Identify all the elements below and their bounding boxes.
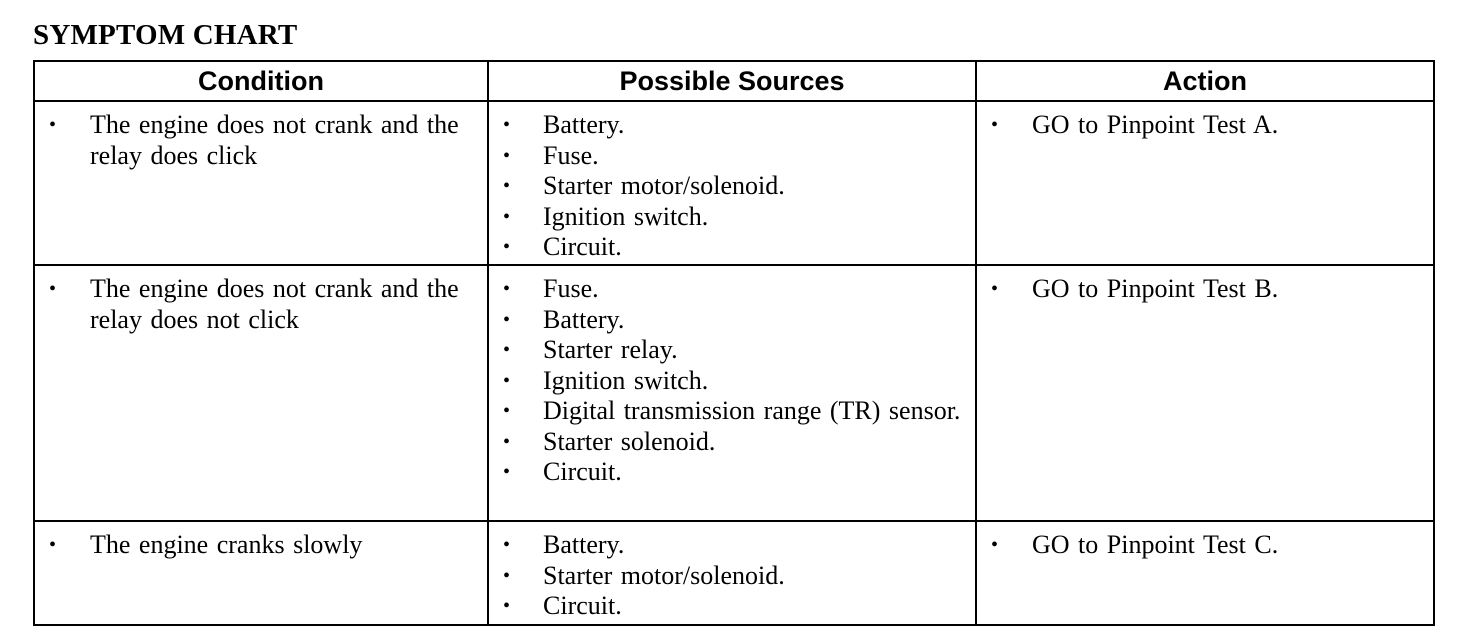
source-text: Starter motor/solenoid. bbox=[543, 171, 785, 200]
table-row bbox=[34, 265, 1434, 521]
bullet-icon: • bbox=[49, 278, 57, 300]
list-item bbox=[489, 561, 975, 592]
action-text: GO to Pinpoint Test C. bbox=[1032, 530, 1279, 559]
action-column-header: Action bbox=[976, 61, 1434, 101]
bullet-icon: • bbox=[49, 114, 57, 136]
source-text: Digital transmission range (TR) sensor. bbox=[543, 396, 961, 425]
list-item bbox=[977, 530, 1433, 561]
list-item bbox=[977, 110, 1433, 141]
bullet-icon: • bbox=[503, 205, 511, 228]
action-list bbox=[977, 530, 1433, 561]
source-text: Circuit. bbox=[543, 591, 622, 620]
action-cell bbox=[976, 101, 1434, 265]
condition-list bbox=[35, 274, 487, 335]
list-item bbox=[489, 274, 975, 305]
source-text: Battery. bbox=[543, 304, 625, 334]
condition-cell bbox=[34, 521, 488, 625]
table-row bbox=[34, 521, 1434, 625]
sources-list bbox=[489, 530, 975, 622]
sources-cell bbox=[488, 101, 976, 265]
list-item bbox=[489, 335, 975, 366]
condition-column-header: Condition bbox=[34, 61, 488, 101]
list-item bbox=[35, 274, 487, 335]
source-text: Ignition switch. bbox=[543, 365, 709, 395]
source-text: Circuit. bbox=[543, 457, 622, 486]
action-cell bbox=[976, 265, 1434, 521]
action-cell bbox=[976, 521, 1434, 625]
action-list bbox=[977, 110, 1433, 141]
table-header-row bbox=[34, 61, 1434, 101]
sources-cell bbox=[488, 265, 976, 521]
list-item bbox=[489, 591, 975, 622]
symptom-chart-table bbox=[33, 60, 1435, 626]
bullet-icon: • bbox=[991, 534, 999, 556]
list-item bbox=[489, 232, 975, 263]
action-text: GO to Pinpoint Test A. bbox=[1032, 110, 1279, 139]
bullet-icon: • bbox=[503, 595, 511, 617]
bullet-icon: • bbox=[503, 369, 511, 392]
list-item bbox=[35, 110, 487, 171]
page-title: SYMPTOM CHART bbox=[33, 19, 298, 51]
list-item bbox=[489, 457, 975, 488]
bullet-icon: • bbox=[503, 114, 511, 136]
sources-column-header: Possible Sources bbox=[488, 61, 976, 101]
bullet-icon: • bbox=[503, 308, 511, 331]
list-item bbox=[489, 530, 975, 561]
condition-text: The engine does not crank and the relay does not click bbox=[90, 274, 459, 334]
condition-cell bbox=[34, 265, 488, 521]
condition-text: The engine does not crank and the relay does click bbox=[90, 110, 459, 170]
list-item bbox=[489, 110, 975, 141]
source-text: Circuit. bbox=[543, 232, 622, 261]
source-text: Fuse. bbox=[543, 140, 599, 170]
bullet-icon: • bbox=[991, 114, 999, 136]
bullet-icon: • bbox=[503, 339, 511, 361]
condition-list bbox=[35, 530, 487, 561]
source-text: Starter motor/solenoid. bbox=[543, 560, 785, 590]
source-text: Fuse. bbox=[543, 274, 599, 303]
list-item bbox=[489, 202, 975, 233]
list-item bbox=[489, 427, 975, 458]
list-item bbox=[489, 396, 975, 427]
list-item bbox=[35, 530, 487, 561]
bullet-icon: • bbox=[503, 564, 511, 587]
bullet-icon: • bbox=[503, 461, 511, 483]
bullet-icon: • bbox=[503, 175, 511, 197]
bullet-icon: • bbox=[503, 430, 511, 453]
condition-cell bbox=[34, 101, 488, 265]
bullet-icon: • bbox=[991, 278, 999, 300]
table-row bbox=[34, 101, 1434, 265]
list-item bbox=[489, 171, 975, 202]
sources-cell bbox=[488, 521, 976, 625]
list-item bbox=[489, 366, 975, 397]
source-text: Starter solenoid. bbox=[543, 426, 716, 456]
bullet-icon: • bbox=[503, 278, 511, 300]
bullet-icon: • bbox=[503, 144, 511, 167]
bullet-icon: • bbox=[49, 534, 57, 556]
list-item bbox=[489, 305, 975, 336]
source-text: Ignition switch. bbox=[543, 201, 709, 231]
sources-list bbox=[489, 110, 975, 263]
condition-text: The engine cranks slowly bbox=[90, 530, 363, 559]
source-text: Starter relay. bbox=[543, 335, 678, 364]
sources-list bbox=[489, 274, 975, 488]
bullet-icon: • bbox=[503, 236, 511, 258]
action-text: GO to Pinpoint Test B. bbox=[1032, 274, 1279, 303]
source-text: Battery. bbox=[543, 110, 625, 139]
action-list bbox=[977, 274, 1433, 305]
list-item bbox=[977, 274, 1433, 305]
bullet-icon: • bbox=[503, 534, 511, 556]
bullet-icon: • bbox=[503, 400, 511, 422]
condition-list bbox=[35, 110, 487, 171]
list-item bbox=[489, 141, 975, 172]
source-text: Battery. bbox=[543, 530, 625, 559]
